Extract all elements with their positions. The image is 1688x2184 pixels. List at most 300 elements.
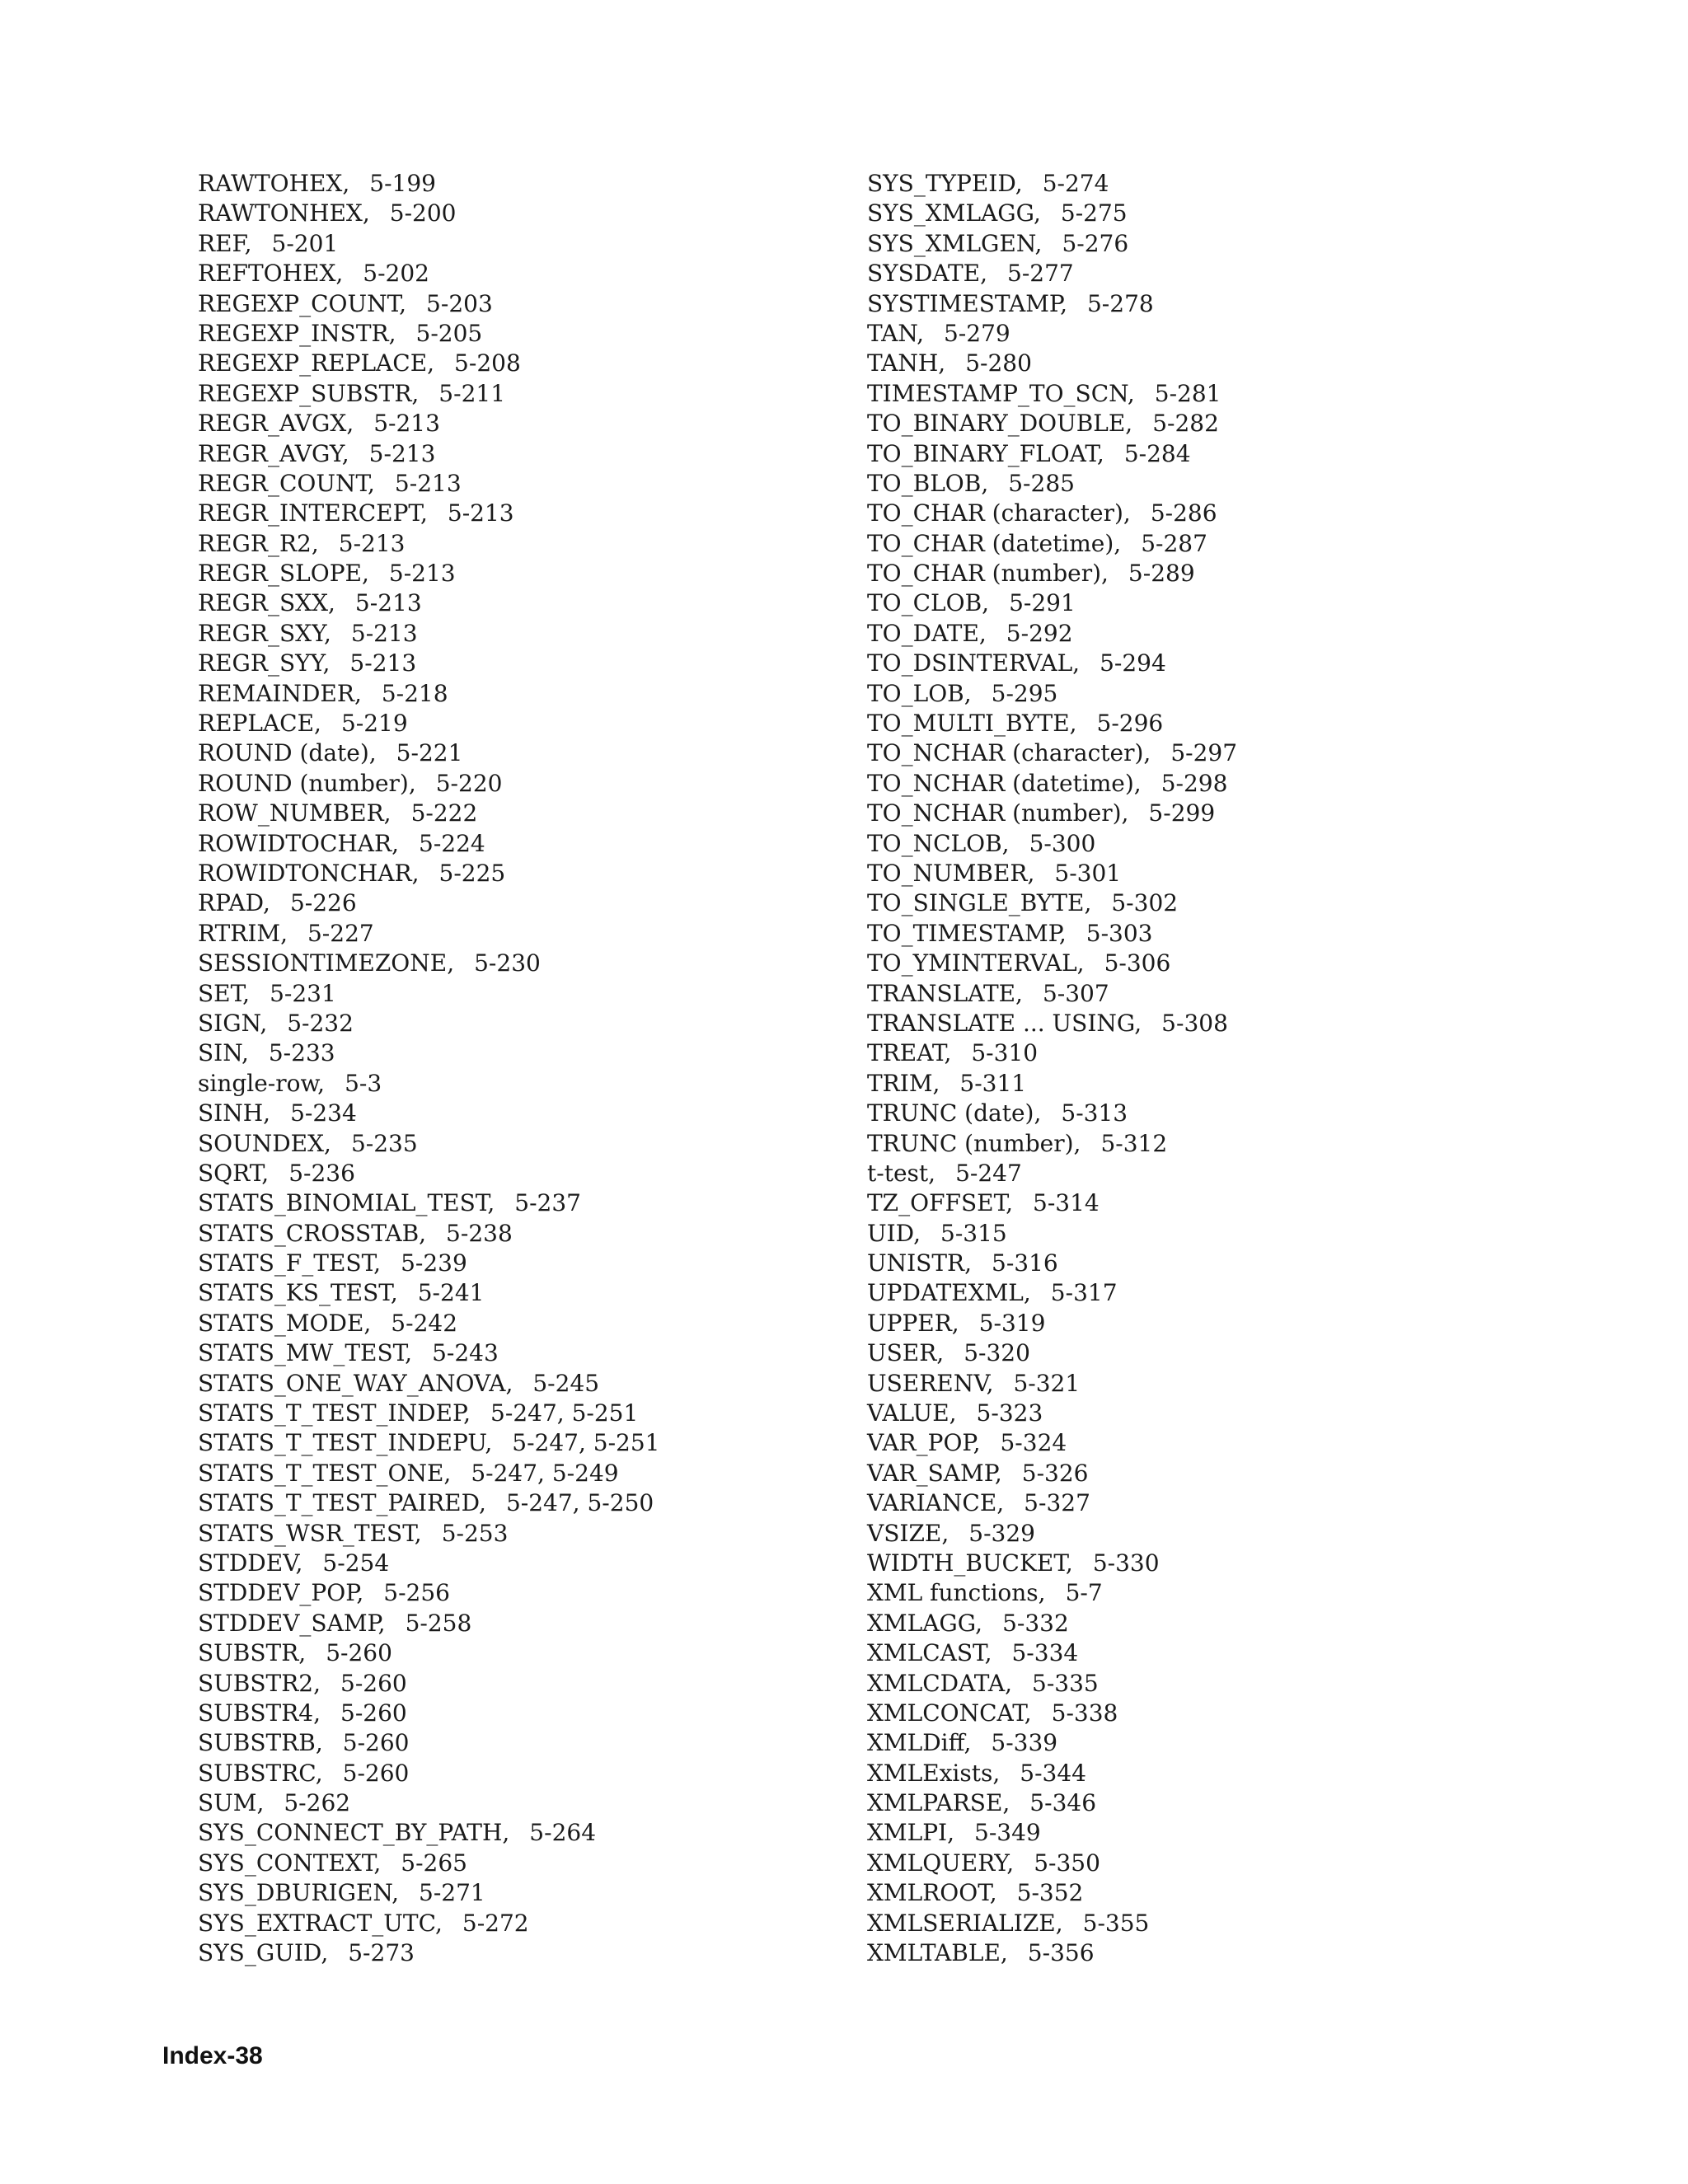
index-page-ref[interactable]: 5-203: [426, 289, 493, 317]
index-page-ref[interactable]: 5-247: [955, 1159, 1022, 1187]
index-term: TO_MULTI_BYTE,: [867, 710, 1077, 738]
index-page-ref[interactable]: 5-292: [1006, 619, 1073, 647]
index-entry: [198, 799, 660, 828]
index-term: STATS_CROSSTAB,: [198, 1219, 427, 1247]
index-term: XMLAGG,: [867, 1609, 983, 1637]
index-entry: [198, 588, 660, 618]
index-page-ref[interactable]: 5-281: [1154, 379, 1221, 407]
index-term: REGEXP_SUBSTR,: [198, 379, 420, 407]
index-page-ref[interactable]: 5-219: [340, 710, 408, 738]
index-term: TO_CHAR (number),: [867, 560, 1109, 588]
index-page-ref[interactable]: 5-227: [307, 919, 374, 947]
index-page-ref[interactable]: 5-260: [340, 1669, 407, 1697]
index-entry: [198, 1938, 660, 1968]
index-page-ref[interactable]: 5-299: [1148, 799, 1216, 827]
index-entry: [867, 1909, 1237, 1938]
index-page-ref[interactable]: 5-296: [1096, 710, 1164, 738]
index-entry: [867, 1278, 1237, 1308]
index-entry: [867, 1399, 1237, 1428]
index-entry: [867, 1338, 1237, 1368]
index-term: REGR_SLOPE,: [198, 560, 369, 588]
index-page-ref[interactable]: 5-291: [1009, 589, 1076, 617]
index-term: single-row,: [198, 1069, 326, 1097]
index-page-ref[interactable]: 5-213: [350, 619, 418, 647]
index-entry: [198, 1849, 660, 1878]
index-entry: [198, 829, 660, 859]
index-term: TZ_OFFSET,: [867, 1189, 1014, 1217]
index-term: TRUNC (date),: [867, 1099, 1042, 1127]
index-entry: [867, 1519, 1237, 1549]
index-term: STATS_F_TEST,: [198, 1249, 382, 1277]
index-entry: [867, 439, 1237, 469]
index-term: SET,: [198, 979, 251, 1007]
index-page-ref[interactable]: 5-199: [369, 170, 436, 197]
index-term: TO_CHAR (datetime),: [867, 529, 1122, 557]
index-page-ref[interactable]: 5-287: [1141, 529, 1207, 557]
index-page-ref[interactable]: 5-315: [940, 1219, 1007, 1247]
index-page-ref[interactable]: 5-239: [401, 1249, 467, 1277]
index-page-ref[interactable]: 5-289: [1128, 560, 1195, 588]
index-page-ref[interactable]: 5-232: [287, 1009, 354, 1037]
index-entry: [867, 1638, 1237, 1668]
index-entry: [198, 1278, 660, 1308]
index-page-ref[interactable]: 5-236: [288, 1159, 355, 1187]
index-page-ref[interactable]: 5-234: [290, 1099, 357, 1127]
index-term: SYS_XMLGEN,: [867, 229, 1043, 257]
index-term: SYSTIMESTAMP,: [867, 289, 1067, 317]
index-page-ref[interactable]: 5-335: [1032, 1669, 1099, 1697]
index-entry: [867, 1938, 1237, 1968]
index-term: STATS_MW_TEST,: [198, 1339, 413, 1367]
index-page-ref[interactable]: 5-356: [1027, 1939, 1095, 1967]
index-page-ref[interactable]: 5-344: [1020, 1759, 1086, 1787]
index-page-ref[interactable]: 5-285: [1008, 469, 1075, 497]
index-entry: [867, 319, 1237, 349]
index-term: UPDATEXML,: [867, 1279, 1031, 1307]
index-page-ref[interactable]: 5-260: [326, 1639, 392, 1667]
index-page-ref[interactable]: 5-222: [410, 799, 478, 827]
index-page-ref[interactable]: 5-264: [529, 1819, 597, 1847]
index-page-ref[interactable]: 5-277: [1007, 260, 1074, 288]
index-entry: [867, 1369, 1237, 1399]
index-term: REGEXP_REPLACE,: [198, 349, 435, 377]
index-entry: [867, 259, 1237, 288]
index-page-ref[interactable]: 5-286: [1150, 499, 1217, 527]
index-page-ref[interactable]: 5-294: [1100, 649, 1166, 677]
index-entry: [867, 1188, 1237, 1218]
index-term: XMLROOT,: [867, 1879, 997, 1907]
index-entry: [198, 499, 660, 528]
index-entry: [867, 1878, 1237, 1908]
index-page-ref[interactable]: 5-295: [991, 679, 1058, 707]
index-page-ref[interactable]: 5-213: [373, 410, 440, 438]
index-page-ref[interactable]: 5-221: [396, 739, 463, 767]
index-entry: [198, 559, 660, 588]
index-entry: [198, 1159, 660, 1188]
index-term: REGR_AVGY,: [198, 439, 349, 467]
index-entry: [867, 529, 1237, 559]
index-term: VSIZE,: [867, 1519, 950, 1547]
index-page-ref[interactable]: 5-314: [1033, 1189, 1100, 1217]
index-page-ref[interactable]: 5-298: [1160, 769, 1228, 797]
index-entry: [198, 1609, 660, 1638]
index-page-ref[interactable]: 5-279: [943, 319, 1010, 347]
index-entry: [867, 1309, 1237, 1338]
index-entry: [867, 1699, 1237, 1728]
index-term: SUBSTRB,: [198, 1729, 323, 1757]
index-entry: [198, 1759, 660, 1788]
index-page-ref[interactable]: 5-355: [1082, 1909, 1150, 1937]
index-term: TO_NCHAR (datetime),: [867, 769, 1142, 797]
index-entry: [198, 1788, 660, 1818]
index-page-ref[interactable]: 5-230: [474, 949, 541, 977]
index-term: SYSDATE,: [867, 260, 988, 288]
index-entry: [198, 1909, 660, 1938]
index-page-ref[interactable]: 5-213: [354, 589, 422, 617]
index-term: RTRIM,: [198, 919, 288, 947]
index-entry: [867, 1038, 1237, 1068]
index-entry: [198, 1459, 660, 1488]
index-term: SYS_EXTRACT_UTC,: [198, 1909, 443, 1937]
index-page-ref[interactable]: 5-300: [1029, 829, 1096, 857]
index-term: STDDEV_SAMP,: [198, 1609, 386, 1637]
index-term: TO_CLOB,: [867, 589, 990, 617]
index-entry: [867, 1488, 1237, 1518]
index-term: SUBSTR,: [198, 1639, 307, 1667]
index-term: SYS_CONNECT_BY_PATH,: [198, 1819, 510, 1847]
index-page-ref[interactable]: 5-247, 5-249: [471, 1459, 619, 1487]
index-entry: [198, 859, 660, 888]
index-entry: [867, 499, 1237, 528]
index-entry: [198, 289, 660, 319]
index-page-ref[interactable]: 5-316: [992, 1249, 1058, 1277]
index-entry: [198, 619, 660, 649]
index-page-ref[interactable]: 5-350: [1034, 1849, 1100, 1877]
index-entry: [867, 1099, 1237, 1128]
index-page-ref[interactable]: 5-349: [974, 1819, 1041, 1847]
index-entry: [198, 349, 660, 378]
index-page-ref[interactable]: 5-213: [388, 560, 456, 588]
index-term: SYS_XMLAGG,: [867, 199, 1041, 227]
index-term: XML functions,: [867, 1579, 1046, 1607]
index-page-ref[interactable]: 5-213: [447, 499, 514, 527]
index-page-ref[interactable]: 5-202: [363, 260, 429, 288]
index-entry: [867, 829, 1237, 859]
index-entry: [198, 649, 660, 678]
index-entry: [867, 1728, 1237, 1758]
index-entry: [198, 1399, 660, 1428]
index-entry: [198, 1338, 660, 1368]
index-entry: [867, 859, 1237, 888]
index-term: REGR_AVGX,: [198, 410, 354, 438]
index-page-ref[interactable]: 5-307: [1042, 979, 1109, 1007]
index-entry: [867, 1459, 1237, 1488]
index-entry: [867, 949, 1237, 978]
index-page-ref[interactable]: 5-319: [978, 1309, 1046, 1337]
index-page-ref[interactable]: 5-213: [394, 469, 462, 497]
index-term: TO_TIMESTAMP,: [867, 919, 1067, 947]
index-term: SQRT,: [198, 1159, 270, 1187]
index-entry: [867, 1069, 1237, 1099]
index-entry: [867, 679, 1237, 709]
index-page-ref[interactable]: 5-320: [964, 1339, 1030, 1367]
index-page-ref[interactable]: 5-278: [1086, 289, 1154, 317]
index-entry: [867, 738, 1237, 768]
index-term: TO_DSINTERVAL,: [867, 649, 1081, 677]
index-page-ref[interactable]: 5-231: [270, 979, 336, 1007]
index-page-ref[interactable]: 5-326: [1021, 1459, 1089, 1487]
index-page-ref[interactable]: 5-211: [438, 379, 506, 407]
index-page-ref[interactable]: 5-213: [368, 439, 436, 467]
index-term: TO_BLOB,: [867, 469, 989, 497]
index-entry: [867, 1759, 1237, 1788]
index-entry: [198, 769, 660, 799]
index-entry: [198, 1549, 660, 1578]
index-term: TANH,: [867, 349, 946, 377]
index-term: REF,: [198, 229, 252, 257]
index-page-ref[interactable]: 5-254: [322, 1549, 390, 1577]
index-entry: [867, 1669, 1237, 1699]
index-page-ref[interactable]: 5-321: [1013, 1369, 1081, 1397]
index-page-ref[interactable]: 5-262: [284, 1789, 351, 1817]
index-page-ref[interactable]: 5-273: [348, 1939, 415, 1967]
index-page-ref[interactable]: 5-271: [419, 1879, 485, 1907]
index-page-ref[interactable]: 5-323: [976, 1399, 1043, 1427]
index-entry: [198, 919, 660, 949]
index-page-ref[interactable]: 5-311: [959, 1069, 1027, 1097]
index-page-ref[interactable]: 5-346: [1029, 1789, 1097, 1817]
index-page-ref[interactable]: 5-297: [1170, 739, 1238, 767]
index-entry: [198, 1069, 660, 1099]
index-term: REGR_INTERCEPT,: [198, 499, 428, 527]
index-entry: [198, 709, 660, 738]
index-term: STATS_KS_TEST,: [198, 1279, 398, 1307]
index-page-ref[interactable]: 5-235: [350, 1129, 418, 1157]
index-entry: [198, 1038, 660, 1068]
index-term: STDDEV,: [198, 1549, 303, 1577]
index-page-ref[interactable]: 5-213: [349, 649, 417, 677]
index-term: SUBSTRC,: [198, 1759, 323, 1787]
index-term: SYS_GUID,: [198, 1939, 329, 1967]
index-term: SIN,: [198, 1039, 249, 1067]
index-entry: [198, 1009, 660, 1038]
index-term: SOUNDEX,: [198, 1129, 331, 1157]
index-page-ref[interactable]: 5-310: [971, 1039, 1039, 1067]
index-term: TO_DATE,: [867, 619, 987, 647]
index-term: SYS_TYPEID,: [867, 170, 1023, 197]
index-entry: [867, 769, 1237, 799]
index-entry: [198, 259, 660, 288]
index-term: RPAD,: [198, 889, 270, 917]
index-term: REPLACE,: [198, 710, 321, 738]
index-term: XMLExists,: [867, 1759, 1001, 1787]
index-term: XMLCAST,: [867, 1639, 992, 1667]
index-page-ref[interactable]: 5-247, 5-250: [505, 1489, 654, 1517]
index-term: REGR_SYY,: [198, 649, 331, 677]
index-term: TO_NCHAR (number),: [867, 799, 1129, 827]
index-term: TO_SINGLE_BYTE,: [867, 889, 1092, 917]
index-term: STATS_MODE,: [198, 1309, 372, 1337]
index-term: ROW_NUMBER,: [198, 799, 392, 827]
index-page-ref[interactable]: 5-213: [338, 529, 406, 557]
index-entry: [198, 1669, 660, 1699]
index-entry: [198, 409, 660, 438]
index-page-ref[interactable]: 5-306: [1104, 949, 1171, 977]
index-page-ref[interactable]: 5-313: [1061, 1099, 1128, 1127]
index-term: VAR_SAMP,: [867, 1459, 1002, 1487]
index-entry: [867, 1159, 1237, 1188]
index-page-ref[interactable]: 5-338: [1051, 1699, 1118, 1727]
index-entry: [867, 229, 1237, 259]
index-entry: [867, 1129, 1237, 1159]
index-term: REMAINDER,: [198, 679, 362, 707]
index-page-ref[interactable]: 5-284: [1123, 439, 1191, 467]
index-page-ref[interactable]: 5-233: [268, 1039, 335, 1067]
index-page-ref[interactable]: 5-274: [1042, 170, 1109, 197]
index-page-ref[interactable]: 5-332: [1002, 1609, 1069, 1637]
index-term: STATS_T_TEST_INDEP,: [198, 1399, 471, 1427]
index-term: TO_NUMBER,: [867, 859, 1035, 887]
index-term: XMLSERIALIZE,: [867, 1909, 1063, 1937]
index-page-ref[interactable]: 5-238: [446, 1219, 513, 1247]
index-entry: [198, 1188, 660, 1218]
index-page-ref[interactable]: 5-224: [419, 829, 485, 857]
index-page-ref[interactable]: 5-303: [1085, 919, 1153, 947]
index-page-ref[interactable]: 5-201: [271, 229, 339, 257]
index-term: REGR_SXY,: [198, 619, 331, 647]
index-term: ROUND (number),: [198, 769, 416, 797]
index-page-ref[interactable]: 5-7: [1065, 1579, 1103, 1607]
index-page-ref[interactable]: 5-260: [342, 1729, 410, 1757]
index-term: XMLDiff,: [867, 1729, 972, 1757]
index-term: REGR_COUNT,: [198, 469, 375, 497]
index-page-ref[interactable]: 5-200: [389, 199, 457, 227]
index-term: TO_CHAR (character),: [867, 499, 1131, 527]
index-entry: [867, 1219, 1237, 1249]
index-term: XMLQUERY,: [867, 1849, 1015, 1877]
index-page-ref[interactable]: 5-280: [965, 349, 1032, 377]
index-term: STATS_T_TEST_INDEPU,: [198, 1429, 493, 1457]
index-term: UPPER,: [867, 1309, 959, 1337]
index-entry: [867, 1609, 1237, 1638]
index-page-ref[interactable]: 5-312: [1100, 1129, 1168, 1157]
index-entry: [198, 1129, 660, 1159]
index-term: TRANSLATE ... USING,: [867, 1009, 1142, 1037]
index-term: VALUE,: [867, 1399, 957, 1427]
index-entry: [198, 1369, 660, 1399]
index-term: RAWTONHEX,: [198, 199, 370, 227]
index-entry: [198, 1638, 660, 1668]
index-page-ref[interactable]: 5-308: [1161, 1009, 1228, 1037]
index-page-ref[interactable]: 5-317: [1050, 1279, 1118, 1307]
index-term: STATS_T_TEST_PAIRED,: [198, 1489, 486, 1517]
index-term: SUBSTR4,: [198, 1699, 321, 1727]
index-page-ref[interactable]: 5-256: [383, 1579, 450, 1607]
index-entry: [867, 709, 1237, 738]
index-page-ref[interactable]: 5-327: [1024, 1489, 1090, 1517]
index-page-ref[interactable]: 5-282: [1152, 410, 1219, 438]
index-page-ref[interactable]: 5-330: [1092, 1549, 1160, 1577]
index-page-ref[interactable]: 5-243: [432, 1339, 499, 1367]
index-term: STATS_WSR_TEST,: [198, 1519, 422, 1547]
index-entry: [867, 1549, 1237, 1578]
index-page-ref[interactable]: 5-352: [1016, 1879, 1084, 1907]
index-term: XMLCDATA,: [867, 1669, 1013, 1697]
index-page-ref[interactable]: 5-265: [401, 1849, 467, 1877]
index-page-ref[interactable]: 5-245: [532, 1369, 600, 1397]
index-page-ref[interactable]: 5-218: [381, 679, 448, 707]
index-entry: [198, 199, 660, 228]
index-entry: [198, 469, 660, 499]
index-page-ref[interactable]: 5-301: [1054, 859, 1122, 887]
index-term: TO_YMINTERVAL,: [867, 949, 1085, 977]
index-entry: [867, 1788, 1237, 1818]
index-entry: [198, 1699, 660, 1728]
index-entry: [198, 1578, 660, 1608]
index-page-ref[interactable]: 5-208: [454, 349, 521, 377]
index-entry: [867, 979, 1237, 1009]
index-entry: [867, 919, 1237, 949]
index-entry: [198, 1428, 660, 1458]
index-page-ref[interactable]: 5-260: [340, 1699, 407, 1727]
index-page-ref[interactable]: 5-241: [417, 1279, 485, 1307]
index-page-ref[interactable]: 5-205: [415, 319, 483, 347]
index-term: XMLTABLE,: [867, 1939, 1008, 1967]
index-term: TIMESTAMP_TO_SCN,: [867, 379, 1135, 407]
index-column-left: [198, 169, 660, 1968]
index-page-ref[interactable]: 5-324: [1000, 1429, 1067, 1457]
index-term: VARIANCE,: [867, 1489, 1005, 1517]
index-page-ref[interactable]: 5-237: [514, 1189, 581, 1217]
index-term: SINH,: [198, 1099, 271, 1127]
index-page-ref[interactable]: 5-258: [405, 1609, 472, 1637]
index-page-ref[interactable]: 5-242: [391, 1309, 458, 1337]
index-page-ref[interactable]: 5-3: [345, 1069, 382, 1097]
index-page-ref[interactable]: 5-260: [342, 1759, 410, 1787]
index-entry: [867, 379, 1237, 409]
index-term: SYS_DBURIGEN,: [198, 1879, 400, 1907]
index-page-ref[interactable]: 5-329: [968, 1519, 1035, 1547]
index-page-ref[interactable]: 5-339: [991, 1729, 1058, 1757]
index-page-ref[interactable]: 5-247, 5-251: [512, 1429, 660, 1457]
index-page-ref[interactable]: 5-276: [1062, 229, 1129, 257]
index-page-ref[interactable]: 5-272: [462, 1909, 529, 1937]
index-page-ref[interactable]: 5-253: [441, 1519, 509, 1547]
index-page-ref[interactable]: 5-220: [435, 769, 503, 797]
index-page-ref[interactable]: 5-225: [438, 859, 506, 887]
index-entry: [867, 799, 1237, 828]
index-entry: [198, 738, 660, 768]
index-term: USERENV,: [867, 1369, 994, 1397]
index-term: TAN,: [867, 319, 924, 347]
index-entry: [867, 1849, 1237, 1878]
index-term: SIGN,: [198, 1009, 268, 1037]
index-entry: [867, 1818, 1237, 1848]
index-term: TO_NCHAR (character),: [867, 739, 1151, 767]
index-entry: [867, 619, 1237, 649]
index-page-ref[interactable]: 5-334: [1011, 1639, 1079, 1667]
index-page-ref[interactable]: 5-302: [1111, 889, 1179, 917]
index-term: REGR_R2,: [198, 529, 319, 557]
index-page-ref[interactable]: 5-275: [1060, 199, 1128, 227]
index-term: ROUND (date),: [198, 739, 377, 767]
index-entry: [867, 649, 1237, 678]
index-term: SESSIONTIMEZONE,: [198, 949, 455, 977]
index-term: STATS_BINOMIAL_TEST,: [198, 1189, 495, 1217]
index-page-ref[interactable]: 5-226: [289, 889, 357, 917]
index-term: TRANSLATE,: [867, 979, 1023, 1007]
index-page-ref[interactable]: 5-247, 5-251: [490, 1399, 639, 1427]
